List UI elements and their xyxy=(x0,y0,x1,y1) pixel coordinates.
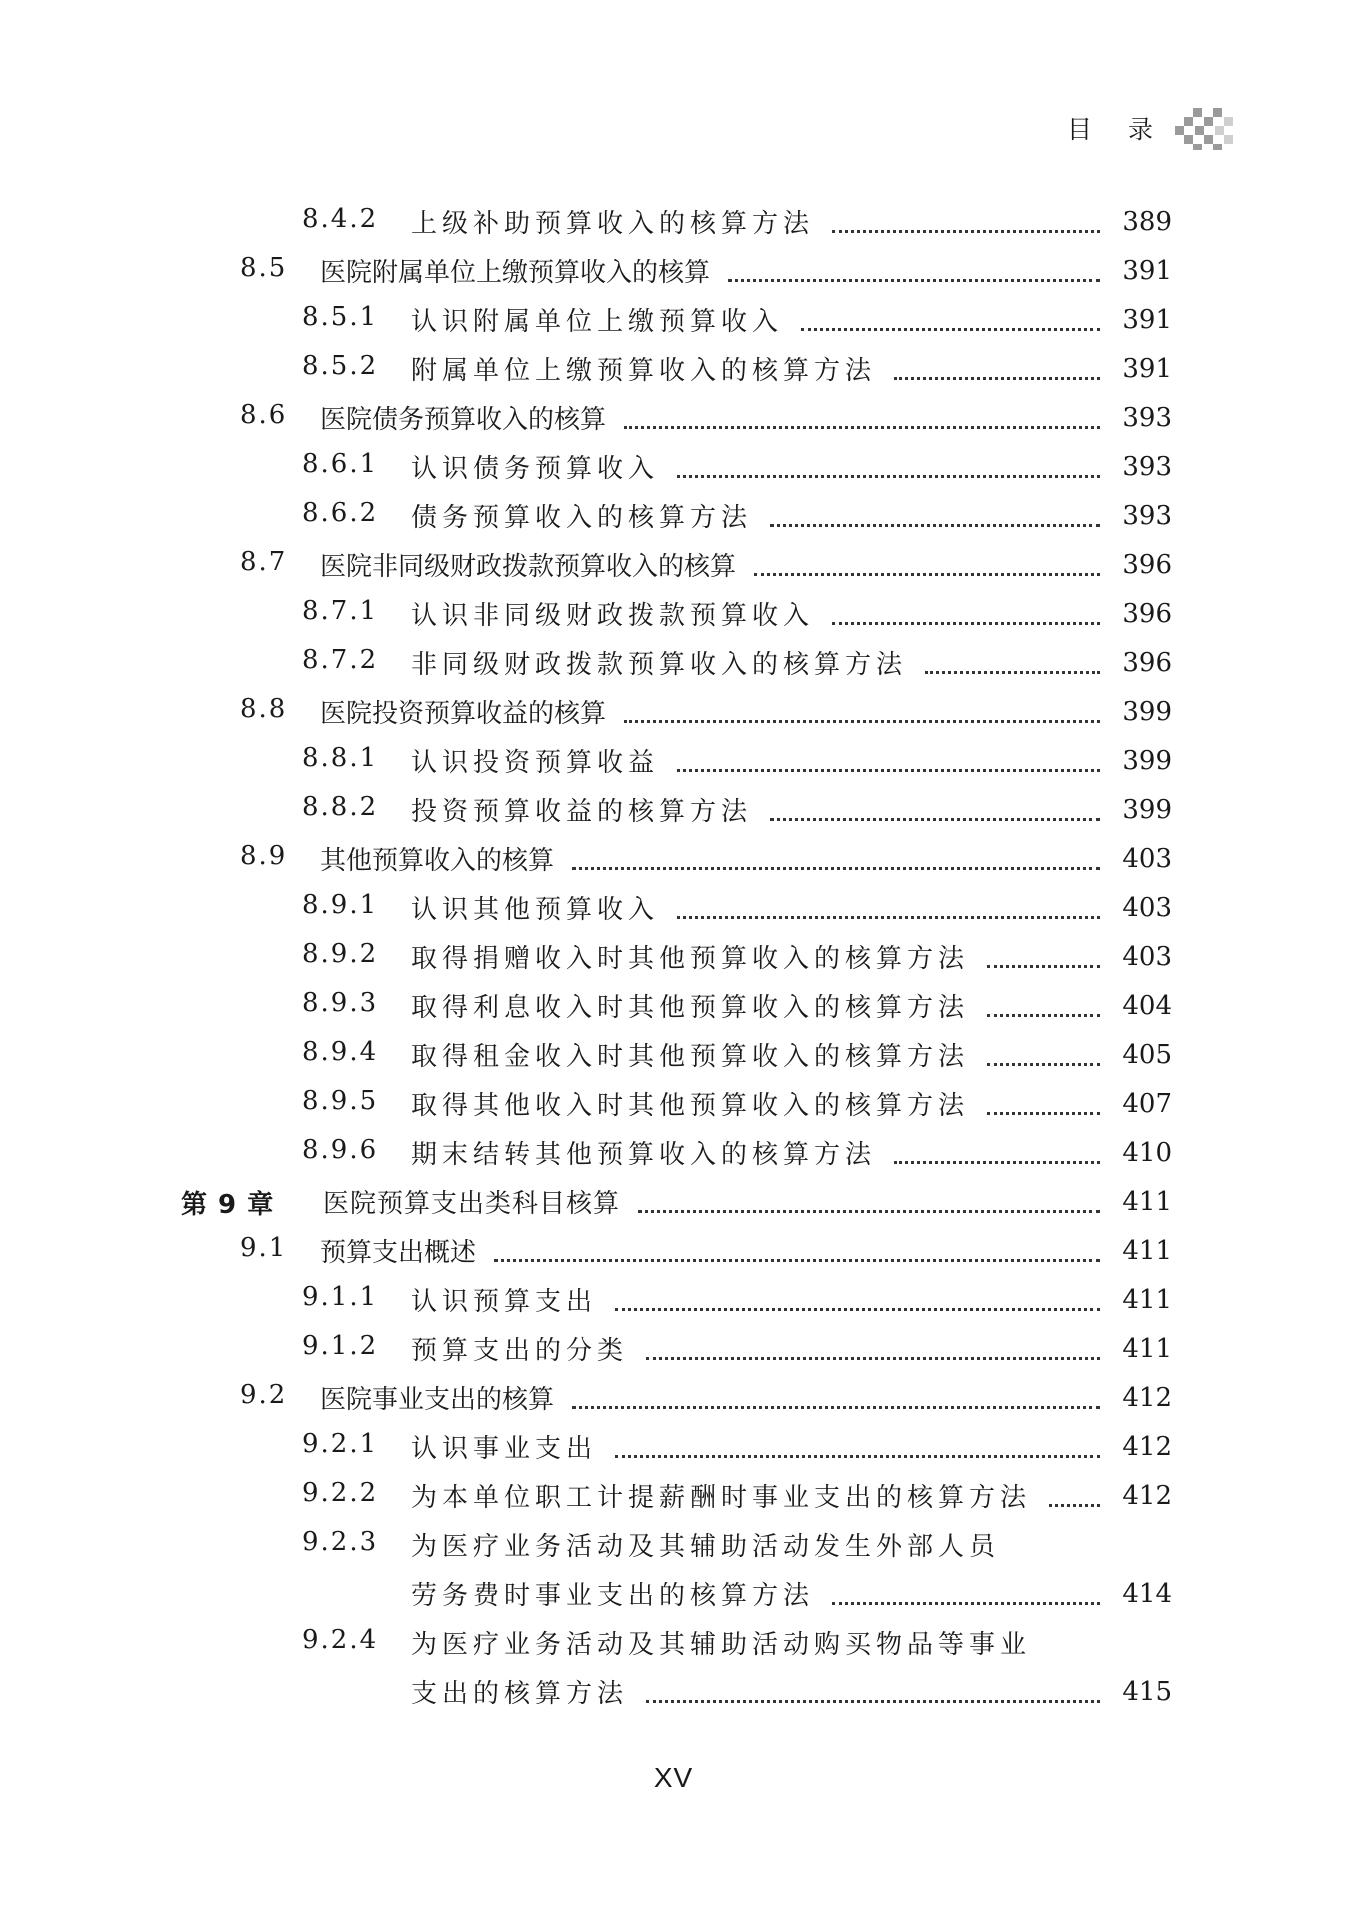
dot-leader xyxy=(894,1161,1100,1164)
dot-leader xyxy=(728,279,1100,282)
toc-entry xyxy=(0,1619,1347,1668)
dot-leader xyxy=(987,1063,1100,1066)
toc-entry-title: 预算支出概述 xyxy=(320,1238,477,1268)
toc-entry-title: 认识事业支出 xyxy=(411,1434,598,1464)
toc-entry-title: 预算支出的分类 xyxy=(411,1336,629,1366)
toc-entry-page: 396 xyxy=(1122,599,1172,629)
dot-leader xyxy=(987,1112,1100,1115)
toc-entry xyxy=(0,835,1347,884)
toc-entry-number: 8.9.5 xyxy=(302,1086,379,1116)
toc-entry-title: 认识债务预算收入 xyxy=(411,454,660,484)
toc-entry-page: 410 xyxy=(1122,1138,1172,1168)
toc-entry-title: 医院债务预算收入的核算 xyxy=(320,405,607,435)
toc-entry-number: 9.2.4 xyxy=(302,1625,379,1655)
toc-entry xyxy=(0,247,1347,296)
toc-entry xyxy=(0,639,1347,688)
toc-entry-page: 403 xyxy=(1122,893,1172,923)
dot-leader xyxy=(677,769,1100,772)
dot-leader xyxy=(677,916,1100,919)
toc-entry-title: 医院预算支出类科目核算 xyxy=(323,1189,621,1219)
toc-entry-title: 取得其他收入时其他预算收入的核算方法 xyxy=(411,1091,970,1121)
toc-entry-title: 取得租金收入时其他预算收入的核算方法 xyxy=(411,1042,970,1072)
header-title: 目 录 xyxy=(1067,115,1167,144)
toc-entry xyxy=(0,884,1347,933)
toc-entry-number: 8.9 xyxy=(240,841,288,871)
toc-entry xyxy=(0,443,1347,492)
toc-entry-number: 9.2.2 xyxy=(302,1478,379,1508)
toc-entry-page: 403 xyxy=(1122,844,1172,874)
toc-entry-number: 9.2 xyxy=(240,1380,288,1410)
toc-entry xyxy=(0,1080,1347,1129)
toc-entry-page: 391 xyxy=(1122,256,1172,286)
dot-leader xyxy=(832,1602,1100,1605)
toc-entry-title: 为医疗业务活动及其辅助活动购买物品等事业 xyxy=(411,1630,1032,1660)
toc-entry-page: 391 xyxy=(1122,354,1172,384)
toc-entry-number: 8.9.4 xyxy=(302,1037,379,1067)
toc-entry xyxy=(0,1129,1347,1178)
toc-entry-number: 8.8 xyxy=(240,694,288,724)
toc-entry xyxy=(0,198,1347,247)
toc-entry xyxy=(0,541,1347,590)
toc-entry-title: 为本单位职工计提薪酬时事业支出的核算方法 xyxy=(411,1483,1032,1513)
toc-entry xyxy=(0,345,1347,394)
toc-entry-title: 债务预算收入的核算方法 xyxy=(411,503,753,533)
toc-entry-page: 411 xyxy=(1122,1285,1172,1315)
toc-entry xyxy=(0,1178,1347,1227)
toc-entry-page: 396 xyxy=(1122,648,1172,678)
toc-entry-title: 认识预算支出 xyxy=(411,1287,598,1317)
toc-entry-title: 其他预算收入的核算 xyxy=(320,846,555,876)
dot-leader xyxy=(677,475,1100,478)
dot-leader xyxy=(987,965,1100,968)
running-header xyxy=(1067,106,1235,150)
toc-entry-title: 认识非同级财政拨款预算收入 xyxy=(411,601,815,631)
dot-leader xyxy=(615,1308,1100,1311)
toc-entry-number: 9.2.1 xyxy=(302,1429,379,1459)
toc-entry-number: 8.9.6 xyxy=(302,1135,379,1165)
toc-entry-title: 医院非同级财政拨款预算收入的核算 xyxy=(320,552,737,582)
dot-leader xyxy=(572,1406,1100,1409)
toc-entry-number: 8.5.2 xyxy=(302,351,379,381)
toc-entry-number: 8.9.1 xyxy=(302,890,379,920)
toc-entry-number: 8.8.1 xyxy=(302,743,379,773)
toc-entry-number: 9.1.1 xyxy=(302,1282,379,1312)
toc-entry-title: 非同级财政拨款预算收入的核算方法 xyxy=(411,650,908,680)
dot-leader xyxy=(925,671,1100,674)
toc-entry-page: 399 xyxy=(1122,795,1172,825)
dot-leader xyxy=(638,1210,1100,1213)
toc-entry xyxy=(0,590,1347,639)
toc-entry-page: 389 xyxy=(1122,207,1172,237)
toc-entry-number: 8.9.2 xyxy=(302,939,379,969)
dot-leader xyxy=(770,524,1100,527)
toc-entry-page: 411 xyxy=(1122,1187,1172,1217)
toc-entry-page: 391 xyxy=(1122,305,1172,335)
toc-entry-page: 393 xyxy=(1122,403,1172,433)
dot-leader xyxy=(572,867,1100,870)
toc-entry-number: 8.5 xyxy=(240,253,288,283)
toc-entry-number: 8.4.2 xyxy=(302,204,379,234)
dot-leader xyxy=(832,230,1100,233)
toc-entry-number: 8.5.1 xyxy=(302,302,379,332)
toc-entry-page: 393 xyxy=(1122,501,1172,531)
toc-entry-number: 9.1 xyxy=(240,1233,288,1263)
toc-entry-title: 投资预算收益的核算方法 xyxy=(411,797,753,827)
toc-entry-page: 399 xyxy=(1122,746,1172,776)
dot-leader xyxy=(1049,1504,1100,1507)
toc-entry-page: 411 xyxy=(1122,1334,1172,1364)
toc-entry-number: 8.7.2 xyxy=(302,645,379,675)
toc-entry-number: 8.6.1 xyxy=(302,449,379,479)
toc-entry-title: 取得利息收入时其他预算收入的核算方法 xyxy=(411,993,970,1023)
page-number: XV xyxy=(653,1762,694,1793)
toc-entry xyxy=(0,1374,1347,1423)
toc-entry xyxy=(0,737,1347,786)
toc-entry-page: 404 xyxy=(1122,991,1172,1021)
toc-entry-page: 414 xyxy=(1122,1579,1172,1609)
dot-leader xyxy=(770,818,1100,821)
toc-entry xyxy=(0,492,1347,541)
toc-entry-number: 8.6.2 xyxy=(302,498,379,528)
dot-leader xyxy=(646,1357,1100,1360)
toc-entry-title: 认识附属单位上缴预算收入 xyxy=(411,307,784,337)
toc-entry xyxy=(0,786,1347,835)
dot-leader xyxy=(894,377,1100,380)
toc-entry-page: 411 xyxy=(1122,1236,1172,1266)
toc-entry-title: 为医疗业务活动及其辅助活动发生外部人员 xyxy=(411,1532,1001,1562)
dot-leader xyxy=(832,622,1100,625)
toc-entry-title: 上级补助预算收入的核算方法 xyxy=(411,209,815,239)
toc-entry-page: 396 xyxy=(1122,550,1172,580)
dot-leader xyxy=(646,1700,1100,1703)
toc-entry-page: 403 xyxy=(1122,942,1172,972)
toc-entry xyxy=(0,1423,1347,1472)
toc-entry-title: 医院附属单位上缴预算收入的核算 xyxy=(320,258,711,288)
dot-leader xyxy=(624,720,1100,723)
toc-entry-number: 9.2.3 xyxy=(302,1527,379,1557)
toc-entry-number: 第 9 章 xyxy=(181,1190,275,1220)
toc-entry xyxy=(0,1472,1347,1521)
toc-entry-page: 407 xyxy=(1122,1089,1172,1119)
dot-leader xyxy=(987,1014,1100,1017)
toc-entry-number: 9.1.2 xyxy=(302,1331,379,1361)
toc-entry xyxy=(0,688,1347,737)
toc-entry xyxy=(0,296,1347,345)
toc-entry xyxy=(0,1227,1347,1276)
toc-entry-page: 412 xyxy=(1122,1383,1172,1413)
dot-leader xyxy=(615,1455,1100,1458)
toc-entry-title: 取得捐赠收入时其他预算收入的核算方法 xyxy=(411,944,970,974)
toc-entry xyxy=(0,1521,1347,1570)
toc-entry xyxy=(0,1325,1347,1374)
toc-entry-title: 附属单位上缴预算收入的核算方法 xyxy=(411,356,877,386)
toc-entry-number: 8.8.2 xyxy=(302,792,379,822)
toc-entry xyxy=(0,1276,1347,1325)
toc-entry xyxy=(0,933,1347,982)
dot-leader xyxy=(624,426,1100,429)
toc-entry-page: 393 xyxy=(1122,452,1172,482)
toc-entry-page: 412 xyxy=(1122,1481,1172,1511)
toc-entry-page: 399 xyxy=(1122,697,1172,727)
chevron-ornament-icon xyxy=(1171,106,1235,150)
toc-entry xyxy=(0,1668,1347,1717)
toc-entry-title: 医院投资预算收益的核算 xyxy=(320,699,607,729)
toc-entry xyxy=(0,982,1347,1031)
toc-entry-number: 8.7 xyxy=(240,547,288,577)
toc-entry-page: 405 xyxy=(1122,1040,1172,1070)
toc-entry-title: 劳务费时事业支出的核算方法 xyxy=(411,1581,815,1611)
toc-entry-title: 医院事业支出的核算 xyxy=(320,1385,555,1415)
dot-leader xyxy=(754,573,1100,576)
toc-entry xyxy=(0,394,1347,443)
toc-entry-number: 8.6 xyxy=(240,400,288,430)
toc-entry-number: 8.9.3 xyxy=(302,988,379,1018)
toc-entry-title: 期末结转其他预算收入的核算方法 xyxy=(411,1140,877,1170)
toc-entry-title: 支出的核算方法 xyxy=(411,1679,629,1709)
dot-leader xyxy=(801,328,1100,331)
toc-entry-page: 415 xyxy=(1122,1677,1172,1707)
toc-entry-title: 认识投资预算收益 xyxy=(411,748,660,778)
toc-entry-number: 8.7.1 xyxy=(302,596,379,626)
toc-entry xyxy=(0,1031,1347,1080)
toc-entry-page: 412 xyxy=(1122,1432,1172,1462)
dot-leader xyxy=(494,1259,1100,1262)
toc-entry xyxy=(0,1570,1347,1619)
toc-entry-title: 认识其他预算收入 xyxy=(411,895,660,925)
